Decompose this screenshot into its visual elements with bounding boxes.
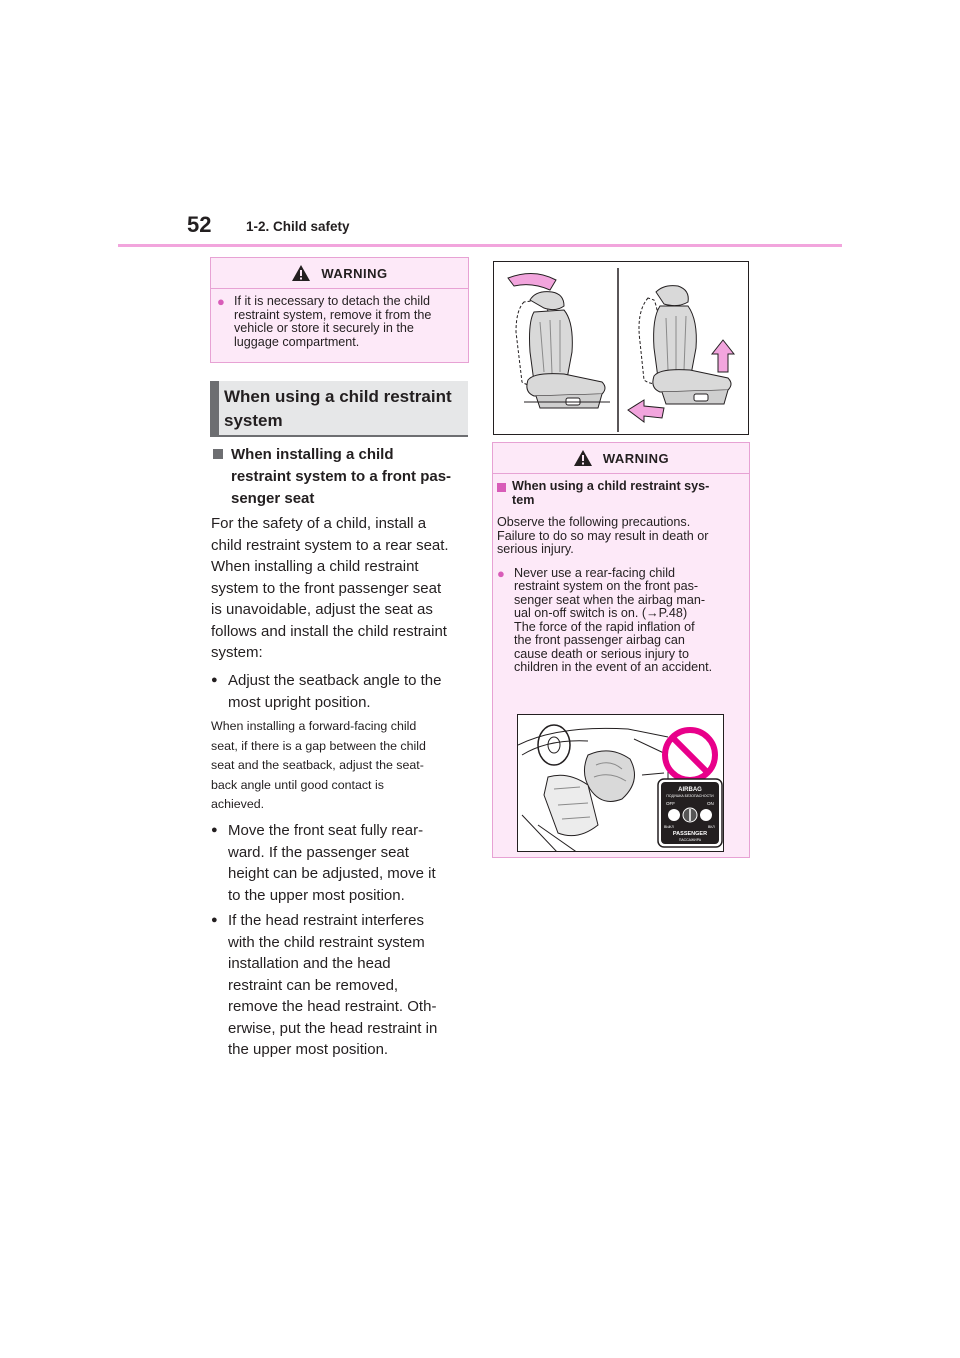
bullet-line: with the child restraint system	[228, 933, 425, 951]
warning-triangle-icon	[573, 449, 593, 467]
bullet-line: Adjust the seatback angle to the	[228, 672, 442, 689]
switch-on-ru-label: ВКЛ	[708, 825, 715, 829]
switch-passenger-ru-label: ПАССАЖИРА	[678, 838, 702, 842]
warning-intro-line: Failure to do so may result in death or	[497, 528, 709, 543]
bullet-line: ward. If the passenger seat	[228, 843, 409, 861]
switch-off-label: OFF	[666, 801, 675, 806]
seat-adjustment-illustration	[493, 261, 749, 435]
section-title: 1-2. Child safety	[246, 219, 350, 234]
seatback-note	[211, 717, 473, 815]
intro-paragraph	[211, 513, 473, 664]
warning-text: If it is necessary to detach the child restraint system, remove it from the vehicle or store it securely in the luggage compartment.	[234, 294, 432, 349]
warning-title	[493, 443, 749, 474]
bullet-move-seat	[211, 820, 471, 906]
note-line: achieved.	[211, 797, 265, 811]
section-heading-box	[210, 381, 468, 437]
bullet-line: If the head restraint interferes	[228, 912, 424, 929]
bullet-line: restraint can be removed,	[228, 976, 399, 994]
paragraph-line: system:	[211, 644, 263, 661]
note-line: When installing a forward-facing child	[211, 719, 417, 733]
warning-intro-line: Observe the following precautions.	[497, 515, 691, 529]
black-bullet-icon: ●	[211, 914, 218, 926]
note-line: seat and the seatback, adjust the seat-	[211, 758, 424, 772]
bullet-head-restraint	[211, 910, 471, 1061]
pink-bullet-icon: ●	[217, 294, 225, 309]
paragraph-line: follows and install the child restraint	[211, 622, 447, 640]
page-number: 52	[187, 212, 212, 237]
bullet-line: height can be adjusted, move it	[228, 865, 436, 882]
warning-item-line: Never use a rear-facing child	[514, 565, 675, 580]
warning-title	[211, 258, 468, 289]
warning-item-line: senger seat when the airbag man-	[514, 592, 706, 607]
warning-triangle-icon	[291, 264, 311, 282]
warning-intro-line: serious injury.	[497, 542, 574, 556]
switch-airbag-label: AIRBAG	[678, 787, 702, 793]
airbag-illustration-svg	[518, 715, 724, 852]
heading-line-1: When using a child restraint	[224, 387, 452, 406]
subheading-line-2: restraint system to a front pas-	[231, 468, 452, 485]
warning-item-line: The force of the rapid inflation of	[514, 619, 695, 634]
subheading	[210, 444, 470, 510]
header-rule	[118, 244, 842, 247]
paragraph-line: is unavoidable, adjust the seat as	[211, 601, 433, 618]
warning-subtitle-line: When using a child restraint sys-	[512, 479, 710, 493]
pink-bullet-icon: ●	[497, 565, 505, 581]
bullet-line: the upper most position.	[228, 1041, 389, 1058]
warning-title-label: WARNING	[321, 265, 388, 281]
subheading-line-3: senger seat	[231, 490, 315, 507]
switch-airbag-ru-label: ПОДУШКА БЕЗОПАСНОСТИ	[666, 794, 714, 798]
warning-intro	[493, 507, 749, 557]
bullet-line: Move the front seat fully rear-	[228, 822, 424, 839]
warning-item-line: children in the event of an accident.	[514, 660, 713, 674]
warning-item-line: ual on-off switch is on. (→P.48)	[514, 606, 688, 620]
paragraph-line: For the safety of a child, install a	[211, 515, 427, 532]
switch-on-label: ON	[707, 801, 714, 806]
switch-off-ru-label: ВЫКЛ	[664, 825, 674, 829]
black-bullet-icon: ●	[211, 674, 218, 686]
bullet-line: to the upper most position.	[228, 886, 405, 904]
paragraph-line: child restraint system to a rear seat.	[211, 536, 449, 554]
paragraph-line: When installing a child restraint	[211, 558, 419, 575]
bullet-seatback	[211, 670, 471, 713]
bullet-line: remove the head restraint. Oth-	[228, 998, 437, 1015]
warning-box-detach	[210, 257, 469, 363]
airbag-warning-illustration	[517, 714, 724, 852]
warning-title-label: WARNING	[602, 450, 670, 466]
gray-square-bullet-icon	[213, 449, 223, 459]
note-line: seat, if there is a gap between the child	[211, 738, 426, 753]
bullet-line: installation and the head	[228, 955, 391, 972]
heading-line-2: system	[224, 411, 283, 430]
paragraph-line: system to the front passenger seat	[211, 579, 442, 597]
seat-illustration-svg	[494, 262, 749, 435]
note-line: back angle until good contact is	[211, 777, 384, 792]
bullet-line: erwise, put the head restraint in	[228, 1019, 438, 1037]
switch-passenger-label: PASSENGER	[672, 831, 708, 837]
warning-item-line: the front passenger airbag can	[514, 633, 685, 647]
warning-item-line: restraint system on the front pas-	[514, 579, 699, 593]
pink-square-bullet-icon	[497, 483, 506, 492]
black-bullet-icon: ●	[211, 824, 218, 836]
subheading-line-1: When installing a child	[231, 446, 394, 463]
bullet-line: most upright position.	[228, 693, 371, 711]
warning-subtitle-line: tem	[512, 492, 535, 507]
warning-item-line: cause death or serious injury to	[514, 646, 690, 661]
